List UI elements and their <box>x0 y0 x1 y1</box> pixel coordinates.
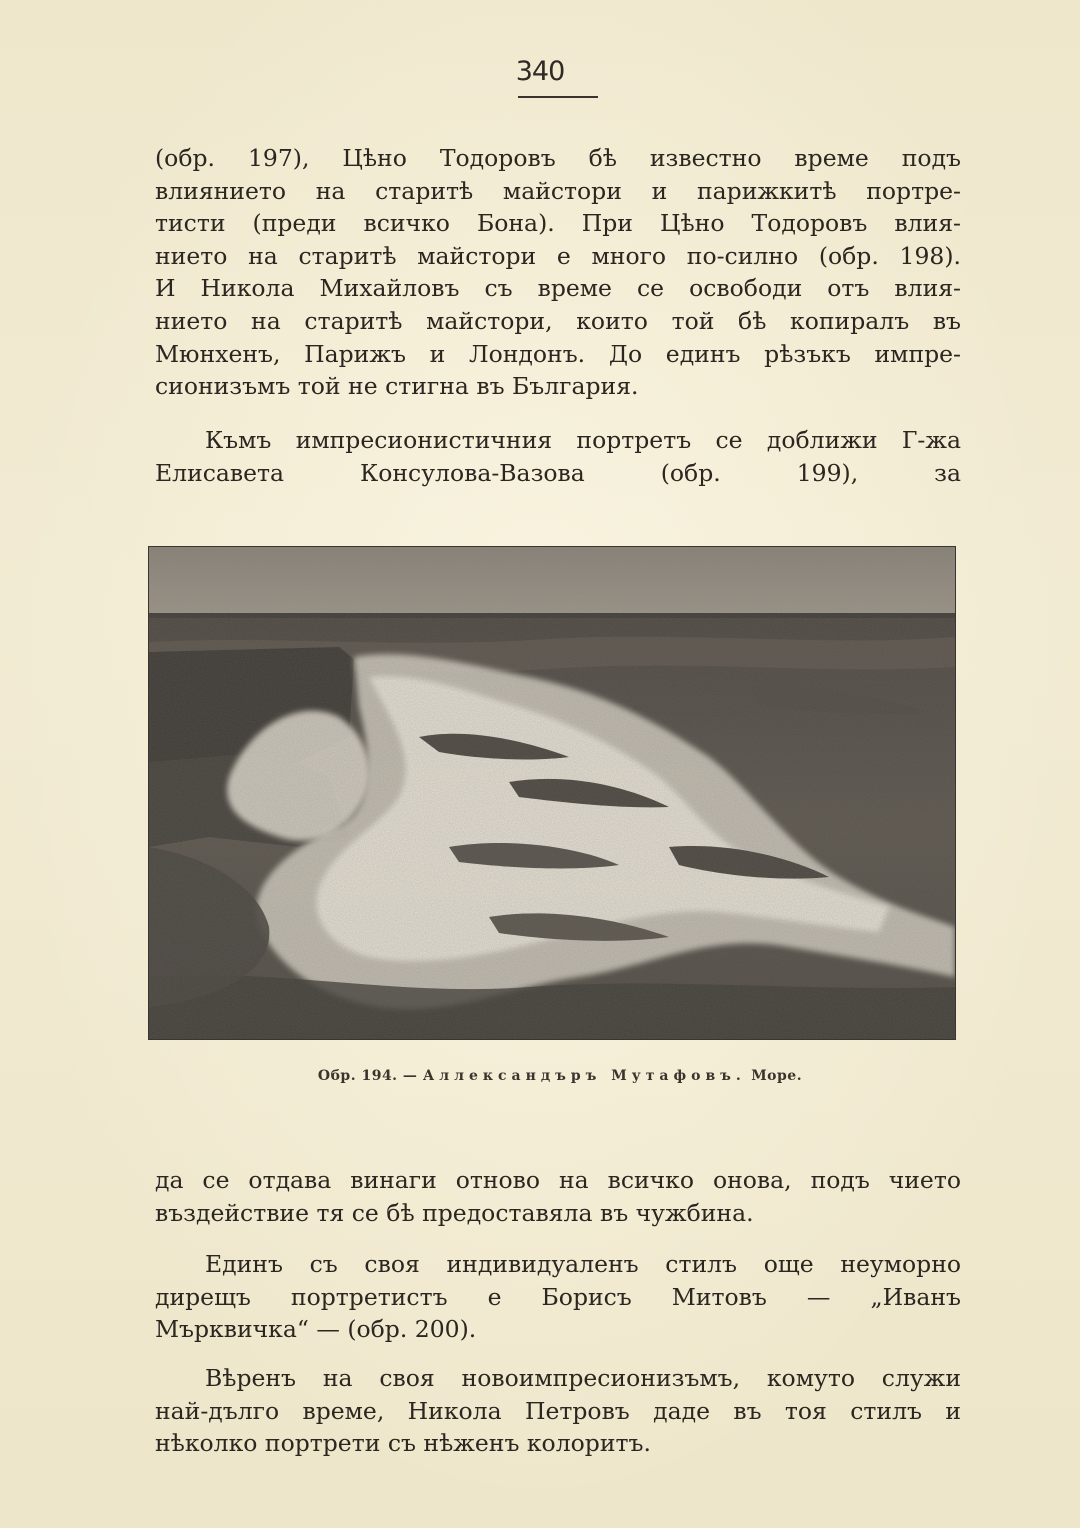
paragraph-line: Вѣренъ на своя новоимпресионизъмъ, комуто служи <box>205 1364 961 1392</box>
paragraph-line: нието на старитѣ майстори, които той бѣ копиралъ въ <box>155 306 961 335</box>
paragraph-line: И Никола Михайловъ съ време се освободи отъ влия- <box>155 274 961 303</box>
caption-author: Аллександъръ Мутафовъ. <box>422 1068 746 1084</box>
sea-painting-figure <box>148 546 956 1040</box>
paragraph-line: тисти (преди всичко Бона). При Цѣно Тодоровъ влия- <box>155 209 961 238</box>
caption-prefix: Обр. 194. — <box>317 1068 418 1084</box>
paragraph-2 <box>155 424 961 489</box>
paragraph-line: да се отдава винаги отново на всичко онова, подъ чието <box>155 1166 961 1194</box>
paragraph-line: Единъ съ своя индивидуаленъ стилъ още неуморно <box>205 1250 961 1278</box>
paragraph-line: Мюнхенъ, Парижъ и Лондонъ. До единъ рѣзъкъ импре- <box>155 339 961 368</box>
paragraph-line: Елисавета Консулова-Вазова (обр. 199), за <box>155 458 961 487</box>
paragraph-line: влиянието на старитѣ майстори и парижкитѣ портре- <box>155 176 961 205</box>
page-number: 340 <box>515 56 565 87</box>
paragraph-5 <box>155 1362 961 1460</box>
paragraph-1 <box>155 142 961 403</box>
paragraph-line: въздействие тя се бѣ предоставяла въ чужбина. <box>155 1198 754 1227</box>
caption-title: Море. <box>751 1068 803 1084</box>
paragraph-line: най-дълго време, Никола Петровъ даде въ тоя стилъ и <box>155 1396 961 1425</box>
paragraph-line: Мърквичка“ — (обр. 200). <box>155 1315 477 1344</box>
sea-painting-image <box>149 547 955 1039</box>
paragraph-4 <box>155 1248 961 1346</box>
paragraph-line: сионизъмъ той не стигна въ България. <box>155 372 639 401</box>
paragraph-3 <box>155 1164 961 1229</box>
page-number-underline <box>518 96 598 98</box>
paragraph-line: нието на старитѣ майстори е много по-силно (обр. 198). <box>155 241 961 270</box>
figure-caption <box>0 1068 1080 1084</box>
paragraph-line: (обр. 197), Цѣно Тодоровъ бѣ известно време подъ <box>155 144 961 172</box>
paragraph-line: дирещъ портретистъ е Борисъ Митовъ — „Иванъ <box>155 1282 961 1311</box>
paragraph-line: Къмъ импресионистичния портретъ се доближи Г-жа <box>205 426 961 454</box>
paragraph-line: нѣколко портрети съ нѣженъ колоритъ. <box>155 1429 651 1458</box>
